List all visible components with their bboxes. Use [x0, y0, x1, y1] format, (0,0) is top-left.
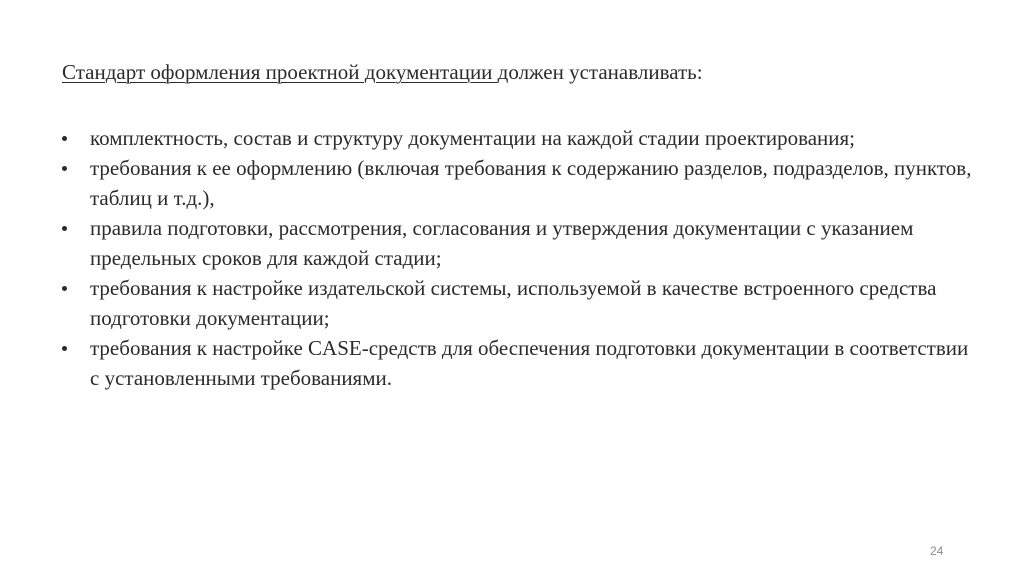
- bullet-item: [62, 213, 982, 273]
- bullet-dot-icon: [62, 226, 67, 231]
- bullet-text: требования к настройке CASE-средств для обеспечения подготовки документации в соответствии с установленными требованиями.: [90, 336, 969, 390]
- heading-underlined-text: Стандарт оформления проектной документации: [62, 60, 498, 84]
- bullet-item: [62, 123, 982, 153]
- bullet-text: комплектность, состав и структуру документации на каждой стадии проектирования;: [90, 126, 856, 150]
- bullet-text: правила подготовки, рассмотрения, согласования и утверждения документации с указанием предельных сроков для каждой стадии;: [90, 216, 914, 270]
- page-number: 24: [930, 544, 944, 558]
- bullet-item: [62, 153, 982, 213]
- bullet-text: требования к ее оформлению (включая требования к содержанию разделов, подразделов, пунктов, таблиц и т.д.),: [90, 156, 972, 210]
- bullet-item: [62, 333, 982, 393]
- bullet-text: требования к настройке издательской системы, используемой в качестве встроенного средства подготовки документации;: [90, 276, 937, 330]
- slide-heading: [62, 58, 703, 86]
- bullet-dot-icon: [62, 136, 67, 141]
- bullet-dot-icon: [62, 346, 67, 351]
- bullet-dot-icon: [62, 166, 67, 171]
- bullet-list: [62, 123, 982, 393]
- heading-rest-text: должен устанавливать:: [497, 60, 703, 84]
- bullet-item: [62, 273, 982, 333]
- bullet-dot-icon: [62, 286, 67, 291]
